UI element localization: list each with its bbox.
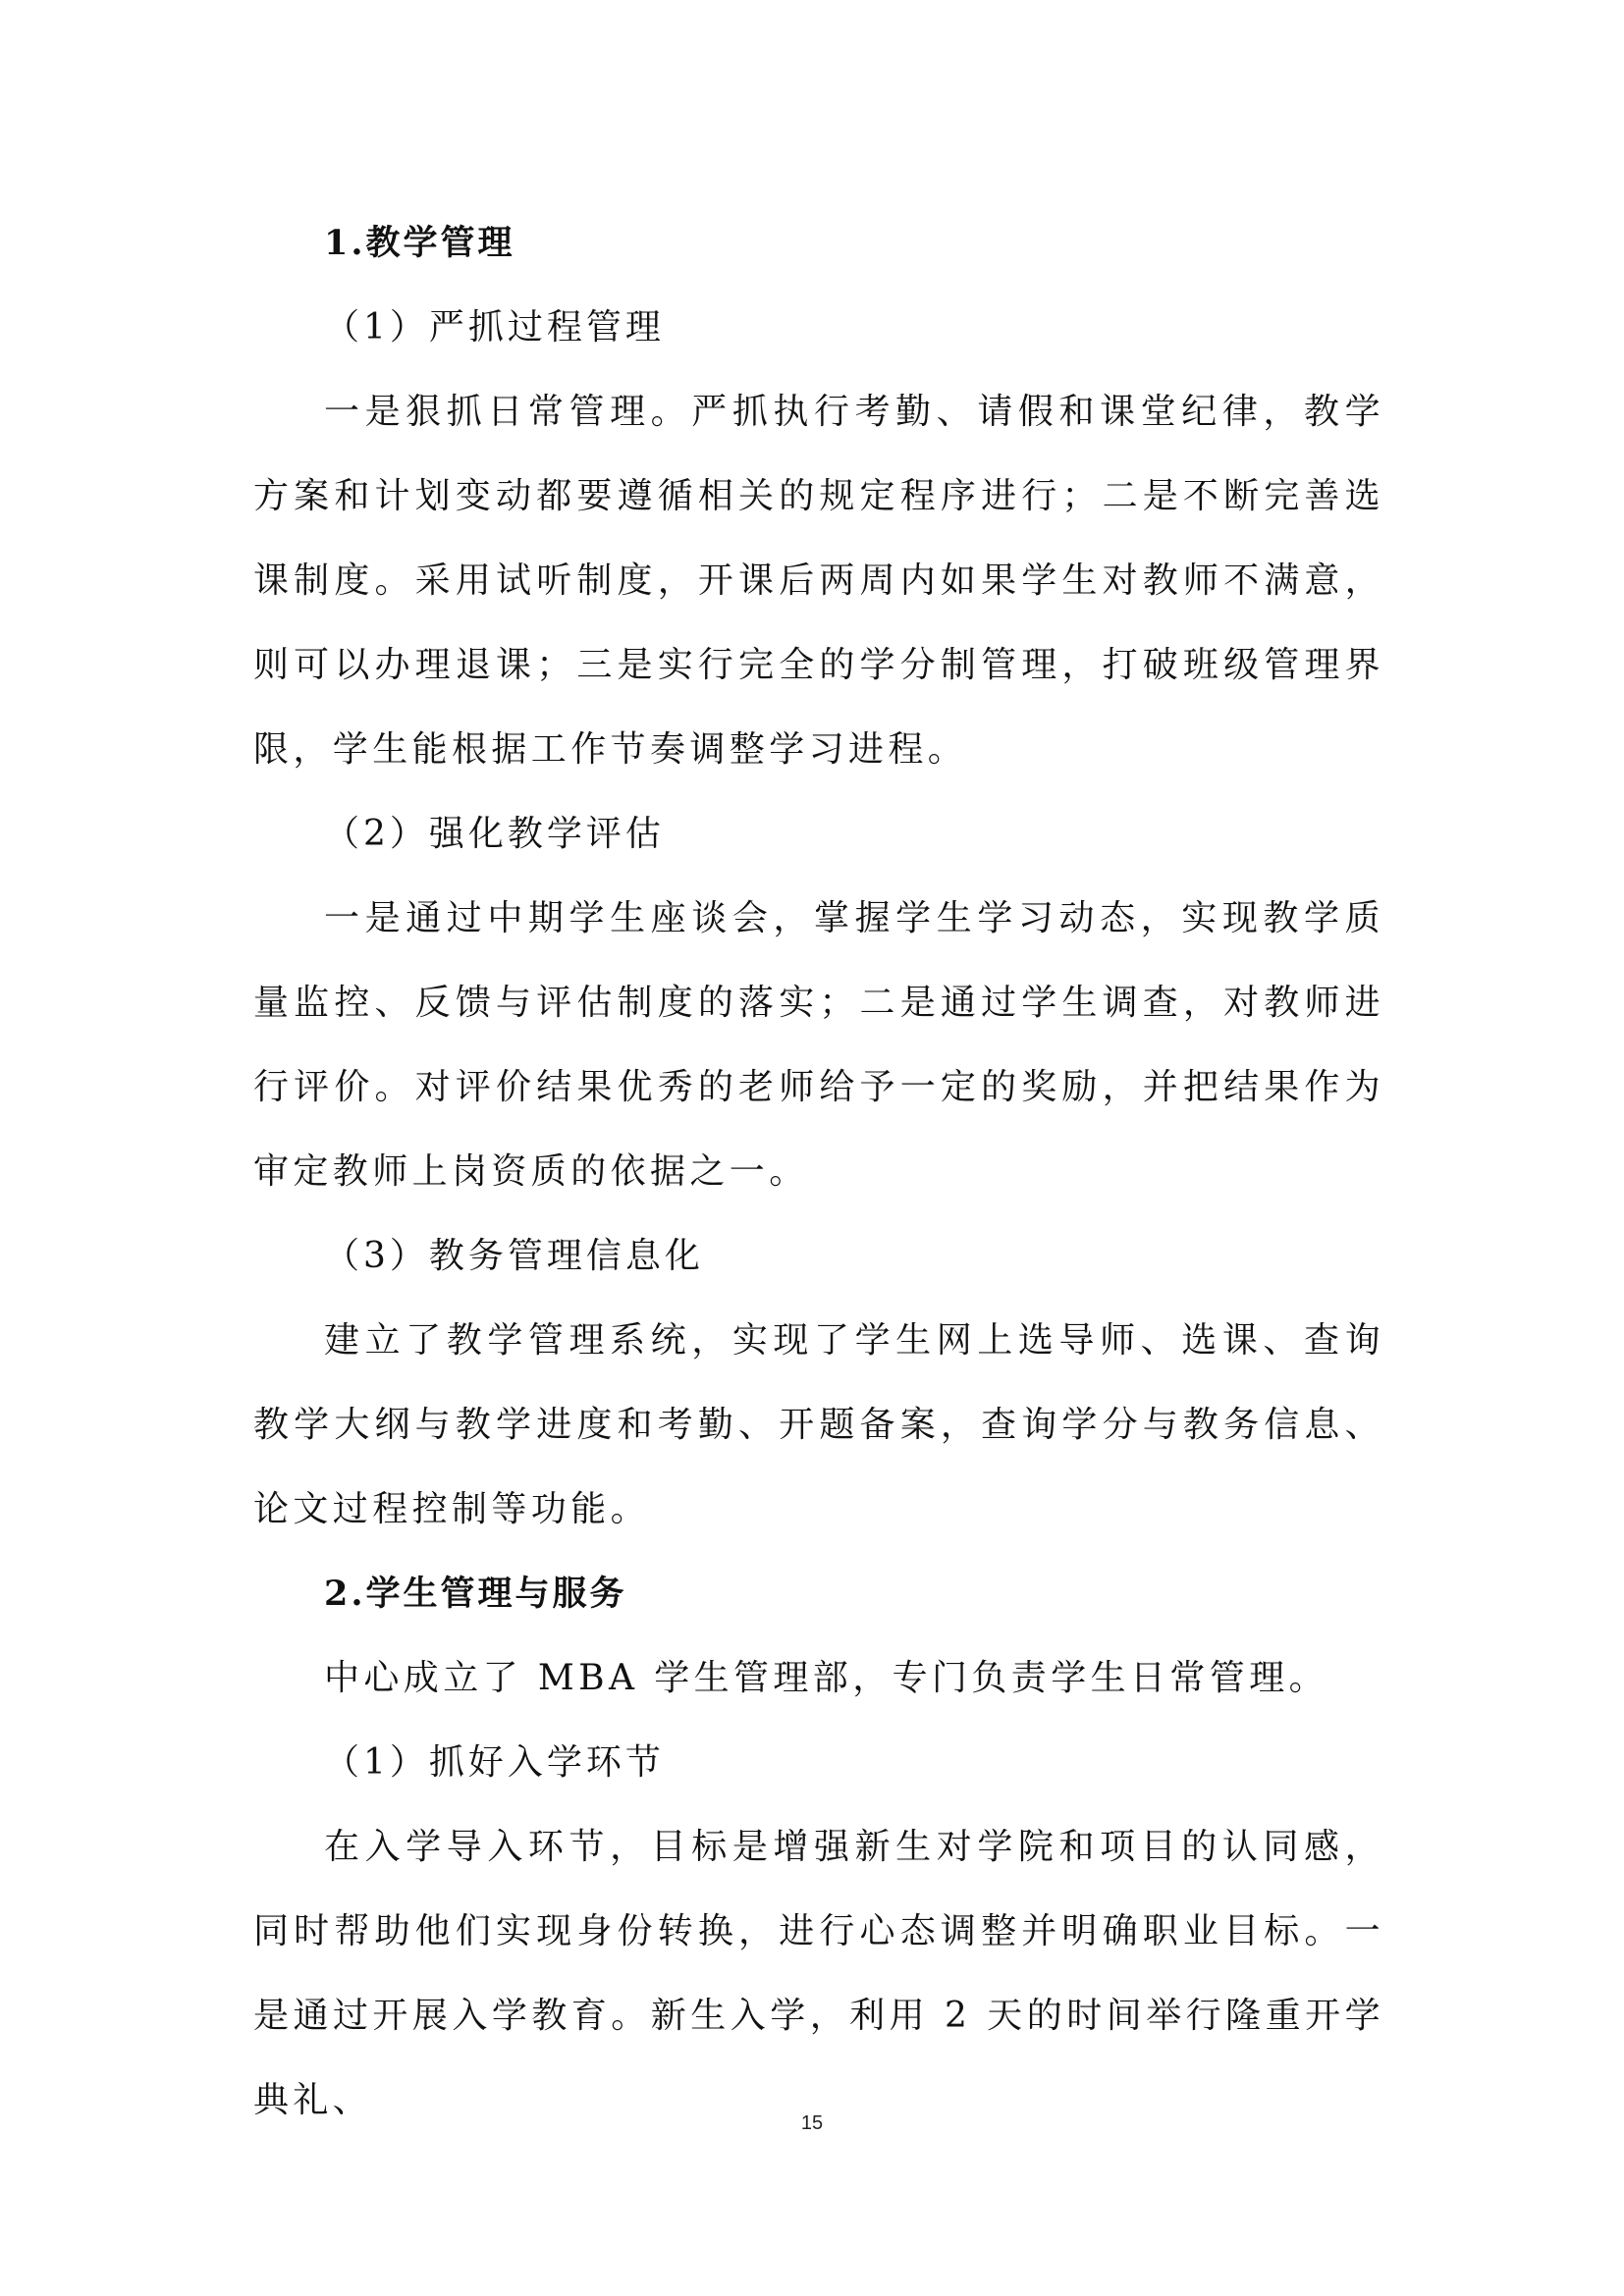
paragraph-process-management: 一是狠抓日常管理。严抓执行考勤、请假和课堂纪律，教学方案和计划变动都要遵循相关的规定程序进行；二是不断完善选课制度。采用试听制度，开课后两周内如果学生对教师不满意，则可以办理退课；三是实行完全的学分制管理，打破班级管理界限，学生能根据工作节奏调整学习进程。 — [253, 392, 1384, 770]
subheading-process-management: （1）严抓过程管理 — [324, 307, 665, 347]
section-heading-teaching-management: 1.教学管理 — [324, 223, 515, 263]
section-heading-student-management: 2.学生管理与服务 — [324, 1574, 627, 1614]
subheading-academic-informatization: （3）教务管理信息化 — [324, 1236, 704, 1276]
paragraph-enrollment: 在入学导入环节，目标是增强新生对学院和项目的认同感，同时帮助他们实现身份转换，进行心态调整并明确职业目标。一是通过开展入学教育。新生入学，利用 2 天的时间举行隆重开学典礼、 — [253, 1827, 1384, 2120]
subheading-teaching-evaluation: （2）强化教学评估 — [324, 814, 665, 854]
paragraph-student-management-intro: 中心成立了 MBA 学生管理部，专门负责学生日常管理。 — [324, 1658, 1329, 1698]
page-content — [253, 201, 1384, 2143]
page-number: 15 — [800, 2112, 824, 2134]
subheading-enrollment: （1）抓好入学环节 — [324, 1742, 665, 1783]
paragraph-teaching-evaluation: 一是通过中期学生座谈会，掌握学生学习动态，实现教学质量监控、反馈与评估制度的落实；二是通过学生调查，对教师进行评价。对评价结果优秀的老师给予一定的奖励，并把结果作为审定教师上岗资质的依据之一。 — [253, 898, 1384, 1192]
paragraph-academic-informatization: 建立了教学管理系统，实现了学生网上选导师、选课、查询教学大纲与教学进度和考勤、开题备案，查询学分与教务信息、论文过程控制等功能。 — [253, 1320, 1384, 1529]
